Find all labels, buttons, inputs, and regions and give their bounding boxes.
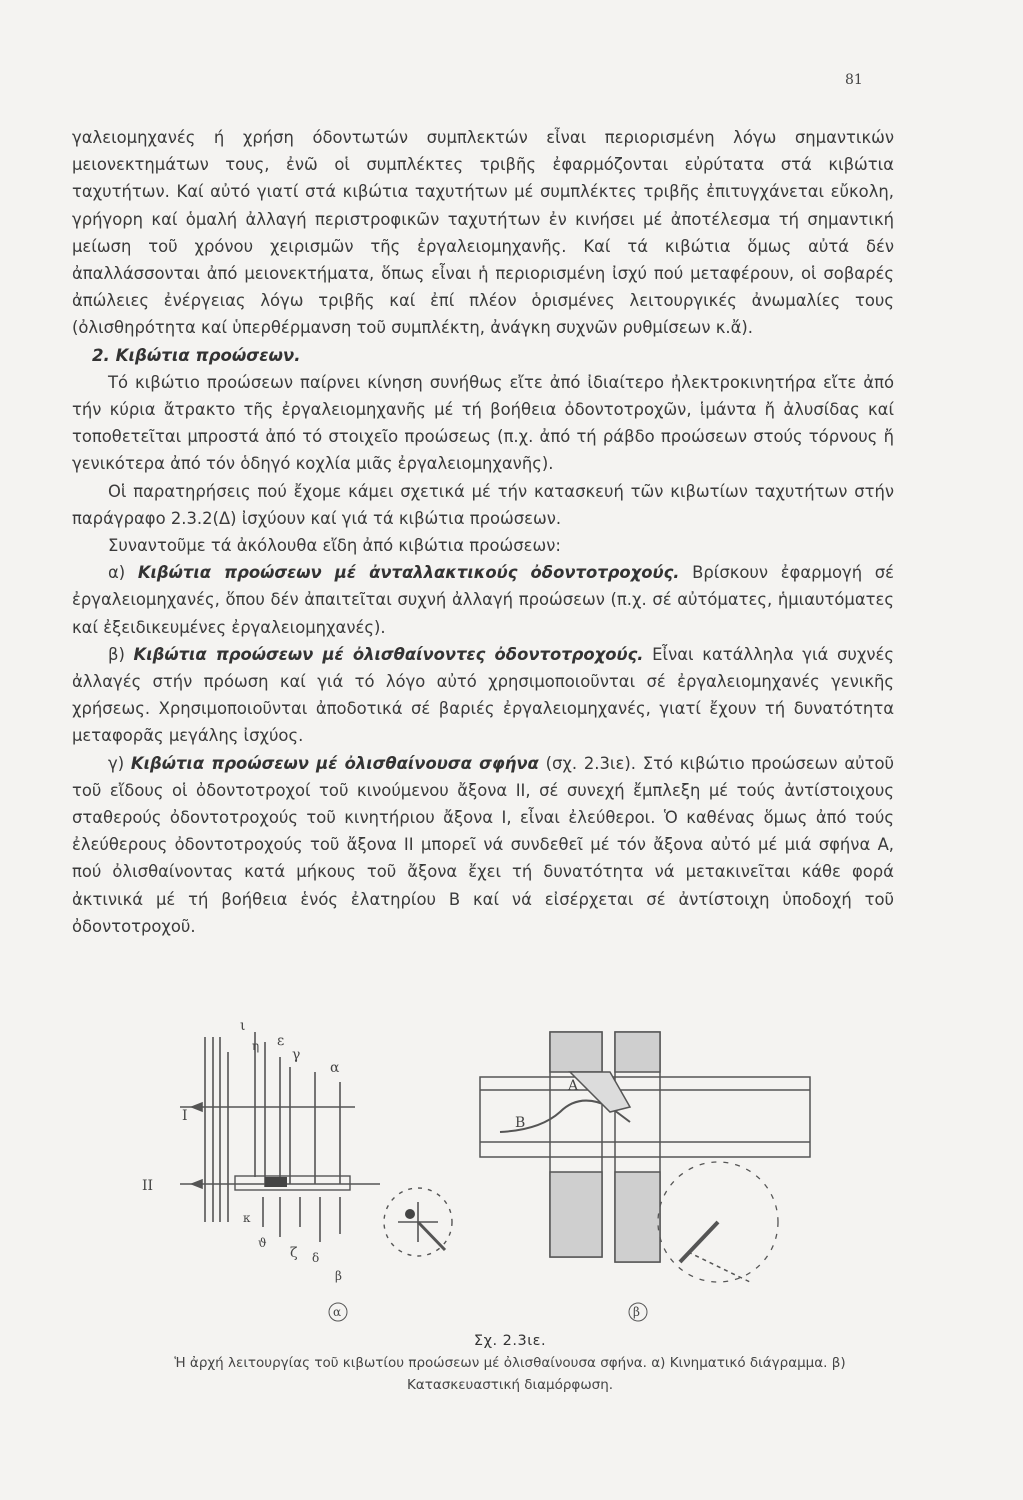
caption-line-2: Κατασκευαστική διαμόρφωση. [406,1377,614,1393]
type-b-title: Κιβώτια προώσεων μέ ὀλισθαίνοντες ὀδοντοτροχούς. [133,644,644,664]
paragraph-type-c [72,750,894,940]
label-epsilon: ε [277,1033,285,1049]
paragraph-construction-notes: Οἱ παρατηρήσεις πού ἔχομε κάμει σχετικά μέ τήν κατασκευή τῶν κιβωτίων ταχυτήτων στήν παράγραφο 2.3.2(Δ) ἰσχύουν καί γιά τά κιβώτια προώσεων. [72,481,894,528]
type-b-prefix: β) [108,644,125,664]
type-c-title: Κιβώτια προώσεων μέ ὀλισθαίνουσα σφήνα [130,753,539,773]
paragraph-types-intro: Συναντοῦμε τά ἀκόλουθα εἴδη ἀπό κιβώτια προώσεων: [108,536,561,556]
label-kappa: κ [243,1211,251,1225]
type-c-prefix: γ) [108,753,125,773]
label-zeta: ζ [290,1245,298,1261]
figure-2-3ie [140,1012,820,1332]
type-c-text: Στό κιβώτιο προώσεων αὐτοῦ τοῦ εἴδους οἱ ὀδοντοτροχοί τοῦ κινούμενου ἄξονα ΙΙ, σέ συνεχή ἔμπλεξη μέ τούς ἀντίστοιχους σταθερούς ὀδοντοτροχούς τοῦ κινητήριου ἄξονα Ι, εἶναι ἐλεύθεροι. Ὁ καθένας ὅμως ἀπό τούς ἐλεύθερους ὀδοντοτροχούς τοῦ ἄξονα ΙΙ μπορεῖ νά συνδεθεῖ μέ τόν ἄξονα αὐτό μέ μιά σφήνα Α, πού ὀλισθαίνοντας κατά μήκους τοῦ ἄξονα ἔχει τή δυνατότητα νά μετακινεῖται κάθε φορά ἀκτινικά μέ τή βοήθεια ἑνός ἐλατηρίου Β καί νά εἰσέρχεται σέ ἀντίστοιχη ὑποδοχή τοῦ ὀδοντοτροχοῦ. [72,753,894,936]
caption-line-1: Ἡ ἀρχή λειτουργίας τοῦ κιβωτίου προώσεων μέ ὀλισθαίνουσα σφήνα. α) Κινηματικό διάγραμμα. β) [174,1355,846,1371]
paragraph-type-a [72,559,894,641]
figure-caption [60,1330,960,1396]
label-eta: η [252,1039,260,1053]
shaft-body [480,1077,810,1157]
shaft-1-arrow [192,1103,202,1111]
label-alpha: α [330,1060,340,1076]
label-spring-B: B [515,1115,526,1131]
sliding-key [570,1072,630,1112]
type-c-ref: (σχ. 2.3ιε). [545,753,636,773]
page-number: 81 [845,72,863,88]
label-subfigure-b: β [633,1305,640,1319]
type-a-title: Κιβώτια προώσεων μέ ἀνταλλακτικούς ὀδοντοτροχούς. [137,563,680,583]
paragraph-feed-box-drive: Τό κιβώτιο προώσεων παίρνει κίνηση συνήθως εἴτε ἀπό ἰδιαίτερο ἠλεκτροκινητήρα εἴτε ἀπό τήν κύρια ἄτρακτο τῆς ἐργαλειομηχανῆς μέ τή βοήθεια ὀδοντοτροχῶν, ἱμάντα ἤ ἀλυσίδας καί τοποθετεῖται μπροστά ἀπό τό στοιχεῖο προώσεως (π.χ. ἀπό τή ράβδο προώσεων στούς τόρνους ἤ γενικότερα ἀπό τόν ὁδηγό κοχλία μιᾶς ἐργαλειομηχανῆς). [72,372,894,474]
figure-drawing [140,1012,820,1332]
label-shaft-2: II [142,1178,154,1194]
label-subfigure-a: α [333,1305,342,1319]
label-beta: β [335,1269,342,1283]
type-a-text: Βρίσκουν ἐφαρμογή σέ ἐργαλειομηχανές, ὅπου δέν ἀπαιτεῖται συχνή ἀλλαγή προώσεων (π.χ. σέ αὐτόματες, ἡμιαυτόματες καί ἐξειδικευμένες ἐργαλειομηχανές). [72,563,894,637]
label-theta: ϑ [258,1236,267,1250]
label-iota: ι [240,1018,246,1034]
section-heading: 2. Κιβώτια προώσεων. [92,345,301,365]
shaft-2-arrow [192,1180,202,1188]
label-gamma: γ [292,1047,301,1063]
paragraph-type-b [72,641,894,750]
label-delta: δ [312,1251,320,1265]
paragraph-continuation: γαλειομηχανές ή χρήση όδοντωτών συμπλεκτών εἶναι περιορισμένη λόγω σημαντικών μειονεκτημάτων τους, ἐνῶ οἱ συμπλέκτες τριβῆς ἐφαρμόζονται εὐρύτατα στά κιβώτια ταχυτήτων. Καί αὐτό γιατί στά κιβώτια ταχυτήτων μέ συμπλέκτες τριβῆς ἐπιτυγχάνεται εὔκολη, γρήγορη καί ὁμαλή ἀλλαγή περιστροφικῶν ταχυτήτων ἐν κινήσει μέ ἀποτέλεσμα τή σημαντική μείωση τοῦ χρόνου χειρισμῶν τῆς ἐργαλειομηχανῆς. Καί τά κιβώτια ὅμως αὐτά δέν ἀπαλλάσσονται ἀπό μειονεκτήματα, ὅπως εἶναι ἡ περιορισμένη ἰσχύ πού μεταφέρουν, οἱ σοβαρές ἀπώλειες ἐνέργειας λόγω τριβῆς καί ἐπί πλέον ὁρισμένες λειτουργικές ἀνωμαλίες τους (ὀλισθηρότητα καί ὑπερθέρμανση τοῦ συμπλέκτη, ἀνάγκη συχνῶν ρυθμίσεων κ.ἄ). [72,128,894,338]
type-a-prefix: α) [108,563,126,583]
kinematic-diagram [180,1032,452,1321]
label-shaft-1: I [182,1108,188,1124]
body-text [72,124,894,940]
label-key-A: A [568,1078,579,1094]
figure-number: Σχ. 2.3ιε. [473,1333,547,1349]
type-b-text: Εἶναι κατάλληλα γιά συχνές ἀλλαγές στήν πρόωση καί γιά τό λόγο αὐτό χρησιμοποιοῦνται σέ ἐργαλειομηχανές γενικῆς χρήσεως. Χρησιμοποιοῦνται ἀποδοτικά σέ βαριές ἐργαλειομηχανές, γιατί ἔχουν τή δυνατότητα μεταφορᾶς μεγάλης ἰσχύος. [72,644,894,746]
construction-drawing [480,1032,810,1321]
